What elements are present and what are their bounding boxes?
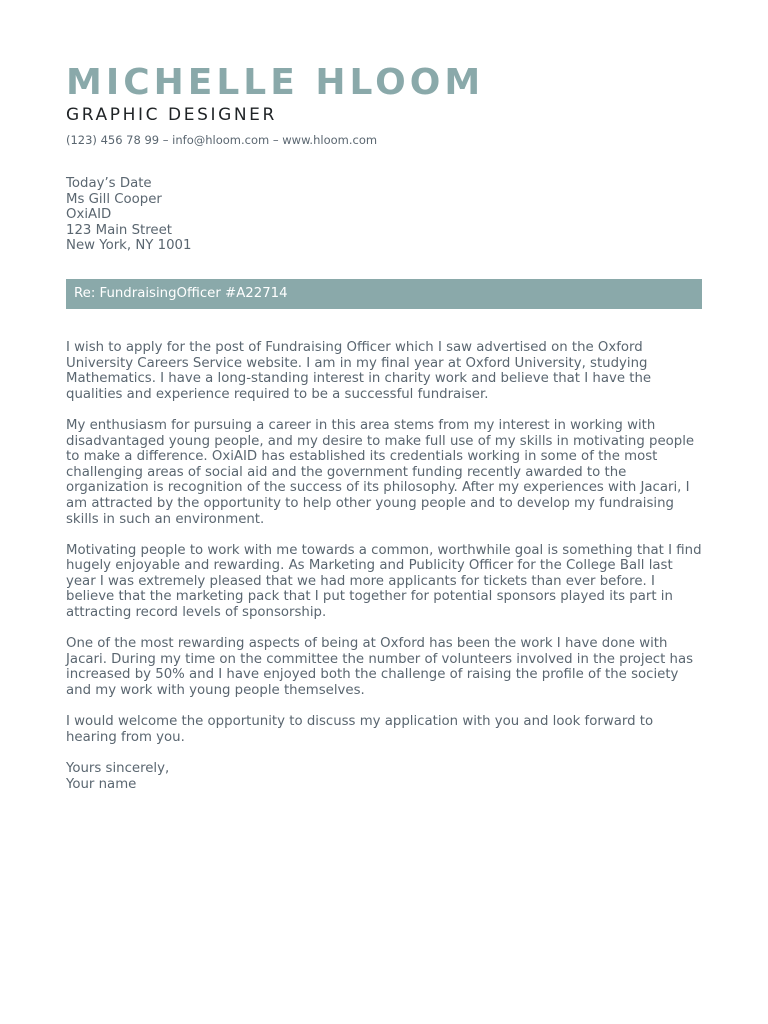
paragraph: My enthusiasm for pursuing a career in this area stems from my interest in working with disadvantaged young people, and my desire to make full use of my skills in motivating people to make a difference. OxiAID has established its credentials working in some of the most challenging areas of social aid and the government funding recently awarded to the organization is recognition of the success of its philosophy. After my experiences with Jacari, I am attracted by the opportunity to help other young people and to develop my fundraising skills in such an environment.	[66, 417, 695, 527]
applicant-name: MICHELLE HLOOM	[66, 62, 485, 103]
cover-letter	[66, 62, 702, 792]
letter-date: Today’s Date	[66, 176, 152, 191]
recipient-name: Ms Gill Cooper	[66, 191, 162, 207]
recipient-block	[66, 176, 702, 254]
subject-bar	[66, 279, 702, 309]
contact-line: (123) 456 78 99 – info@hloom.com – www.hloom.com	[66, 133, 378, 147]
salutation: Yours sincerely,	[66, 761, 170, 776]
paragraph: One of the most rewarding aspects of being at Oxford has been the work I have done with Jacari. During my time on the committee the number of volunteers involved in the project has increased by 50% and I have enjoyed both the challenge of raising the profile of the society and my work with young people themselves.	[66, 636, 694, 699]
paragraph: I would welcome the opportunity to discuss my application with you and look forward to hearing from you.	[66, 714, 654, 745]
signature-name: Your name	[66, 776, 137, 792]
recipient-city: New York, NY 1001	[66, 238, 192, 254]
job-title: GRAPHIC DESIGNER	[66, 105, 277, 125]
paragraph: I wish to apply for the post of Fundraising Officer which I saw advertised on the Oxford University Careers Service website. I am in my final year at Oxford University, studying Mathematics. I have a long-standing interest in charity work and believe that I have the qualities and experience required to be a successful fundraiser.	[66, 339, 652, 402]
recipient-street: 123 Main Street	[66, 222, 172, 238]
letter-body	[66, 340, 702, 745]
closing-block	[66, 761, 702, 792]
subject-text: Re: FundraisingOfficer #A22714	[74, 285, 288, 301]
recipient-company: OxiAID	[66, 207, 112, 223]
paragraph: Motivating people to work with me towards a common, worthwhile goal is something that I find hugely enjoyable and rewarding. As Marketing and Publicity Officer for the College Ball last year I was extremely pleased that we had more applicants for tickets than ever before. I believe that the marketing pack that I put together for potential sponsors played its part in attracting record levels of sponsorship.	[66, 542, 702, 621]
